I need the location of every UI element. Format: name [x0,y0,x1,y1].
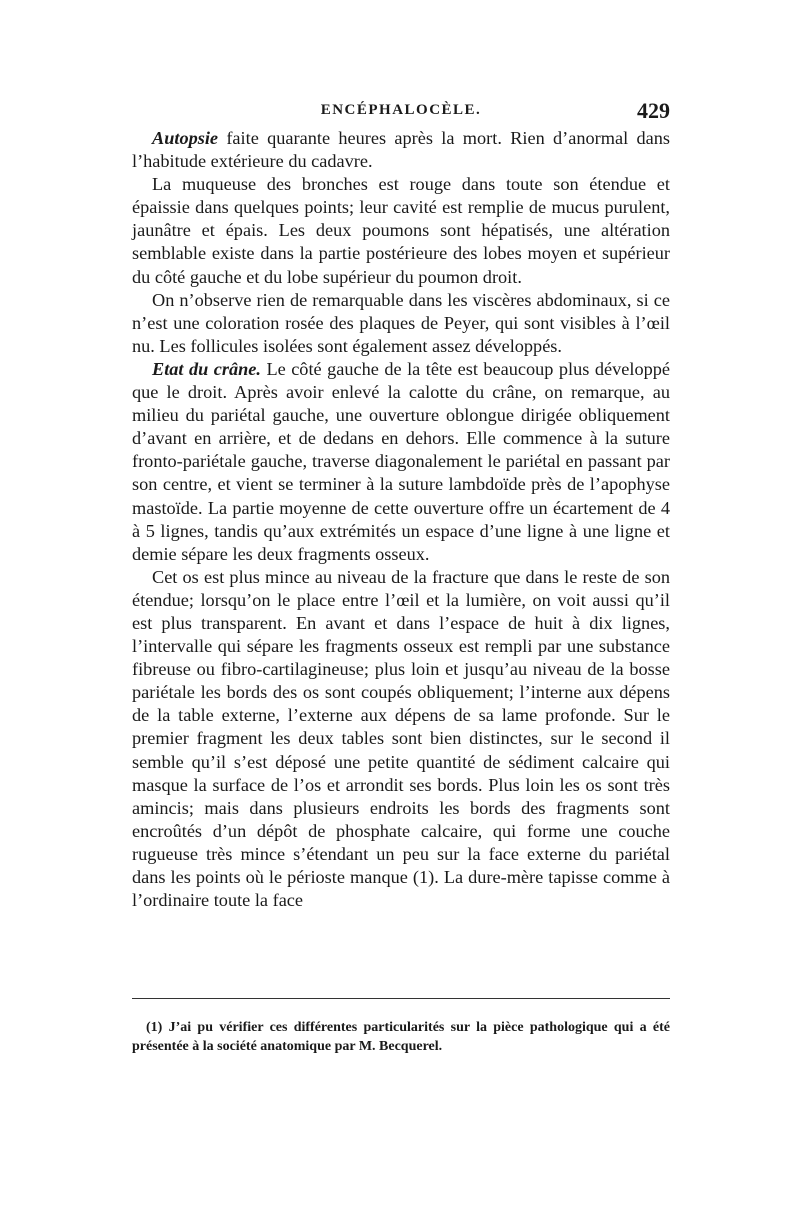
running-header [132,100,670,126]
paragraph-lead: Etat du crâne. [152,358,261,379]
paragraph-text: Cet os est plus mince au niveau de la fracture que dans le reste de son étendue; lorsqu’on le place entre l’œil et la lumière, on voit aussi qu’il est plus transparent. En avant et dans l’espace de huit à dix lignes, l’intervalle qui sépare les fragments osseux est rempli par une substance fibreuse ou fibro-cartilagineuse; plus loin et jusqu’au niveau de la bosse pariétale les bords des os sont coupés obliquement; l’interne aux dépens de la table externe, l’externe aux dépens de sa lame profonde. Sur le premier fragment les deux tables sont bien distinctes, sur le second il semble qu’il s’est déposé une petite quantité de sédiment calcaire qui masque la surface de l’os et arrondit ses bords. Plus loin les os sont très amincis; mais dans plusieurs endroits les bords des fragments sont encroûtés d’un dépôt de phosphate calcaire, qui forme une couche rugueuse très mince s’étendant un peu sur la face externe du pariétal dans les points où le périoste manque (1). La dure-mère tapisse comme à l’ordinaire toute la face [132,566,670,911]
body-text [132,127,670,912]
paragraph-bone [132,566,670,912]
paragraph-text: Le côté gauche de la tête est beaucoup plus développé que le droit. Après avoir enlevé la calotte du crâne, on remarque, au milieu du pariétal gauche, une ouverture oblongue dirigée obliquement d’avant en arrière, et de dedans en dehors. Elle commence à la suture fronto-pariétale gauche, traverse diagonalement le pariétal en passant par son centre, et vient se terminer à la suture lambdoïde près de l’apophyse mastoïde. La partie moyenne de cette ouverture offre un écartement de 4 à 5 lignes, tandis qu’aux extrémités un espace d’une ligne à une ligne et demie sépare les deux fragments osseux. [132,358,670,564]
running-title: ENCÉPHALOCÈLE. [320,102,482,118]
paragraph-text: faite quarante heures après la mort. Rien d’anormal dans l’habitude extérieure du cadavre. [132,128,670,172]
paragraph-autopsy [132,127,670,173]
page-number: 429 [637,98,670,123]
footnote: (1) J’ai pu vérifier ces différentes particularités sur la pièce pathologique qui a été présentée à la société anatomique par M. Becquerel. [132,1020,670,1054]
paragraph-lead: Autopsie [152,128,219,148]
footnote-divider [132,998,670,999]
paragraph-skull-state [132,358,670,566]
paragraph-abdomen [132,289,670,358]
paragraph-text: On n’observe rien de remarquable dans les viscères abdominaux, si ce n’est une coloration rosée des plaques de Peyer, qui sont visibles à l’œil nu. Les follicules isolées sont également assez développés. [132,289,670,356]
paragraph-bronchi [132,173,670,288]
paragraph-text: La muqueuse des bronches est rouge dans toute son étendue et épaissie dans quelques points; leur cavité est remplie de mucus purulent, jaunâtre et épais. Les deux poumons sont hépatisés, une altération semblable existe dans la partie postérieure des lobes moyen et supérieur du côté gauche et du lobe supérieur du poumon droit. [132,174,670,287]
